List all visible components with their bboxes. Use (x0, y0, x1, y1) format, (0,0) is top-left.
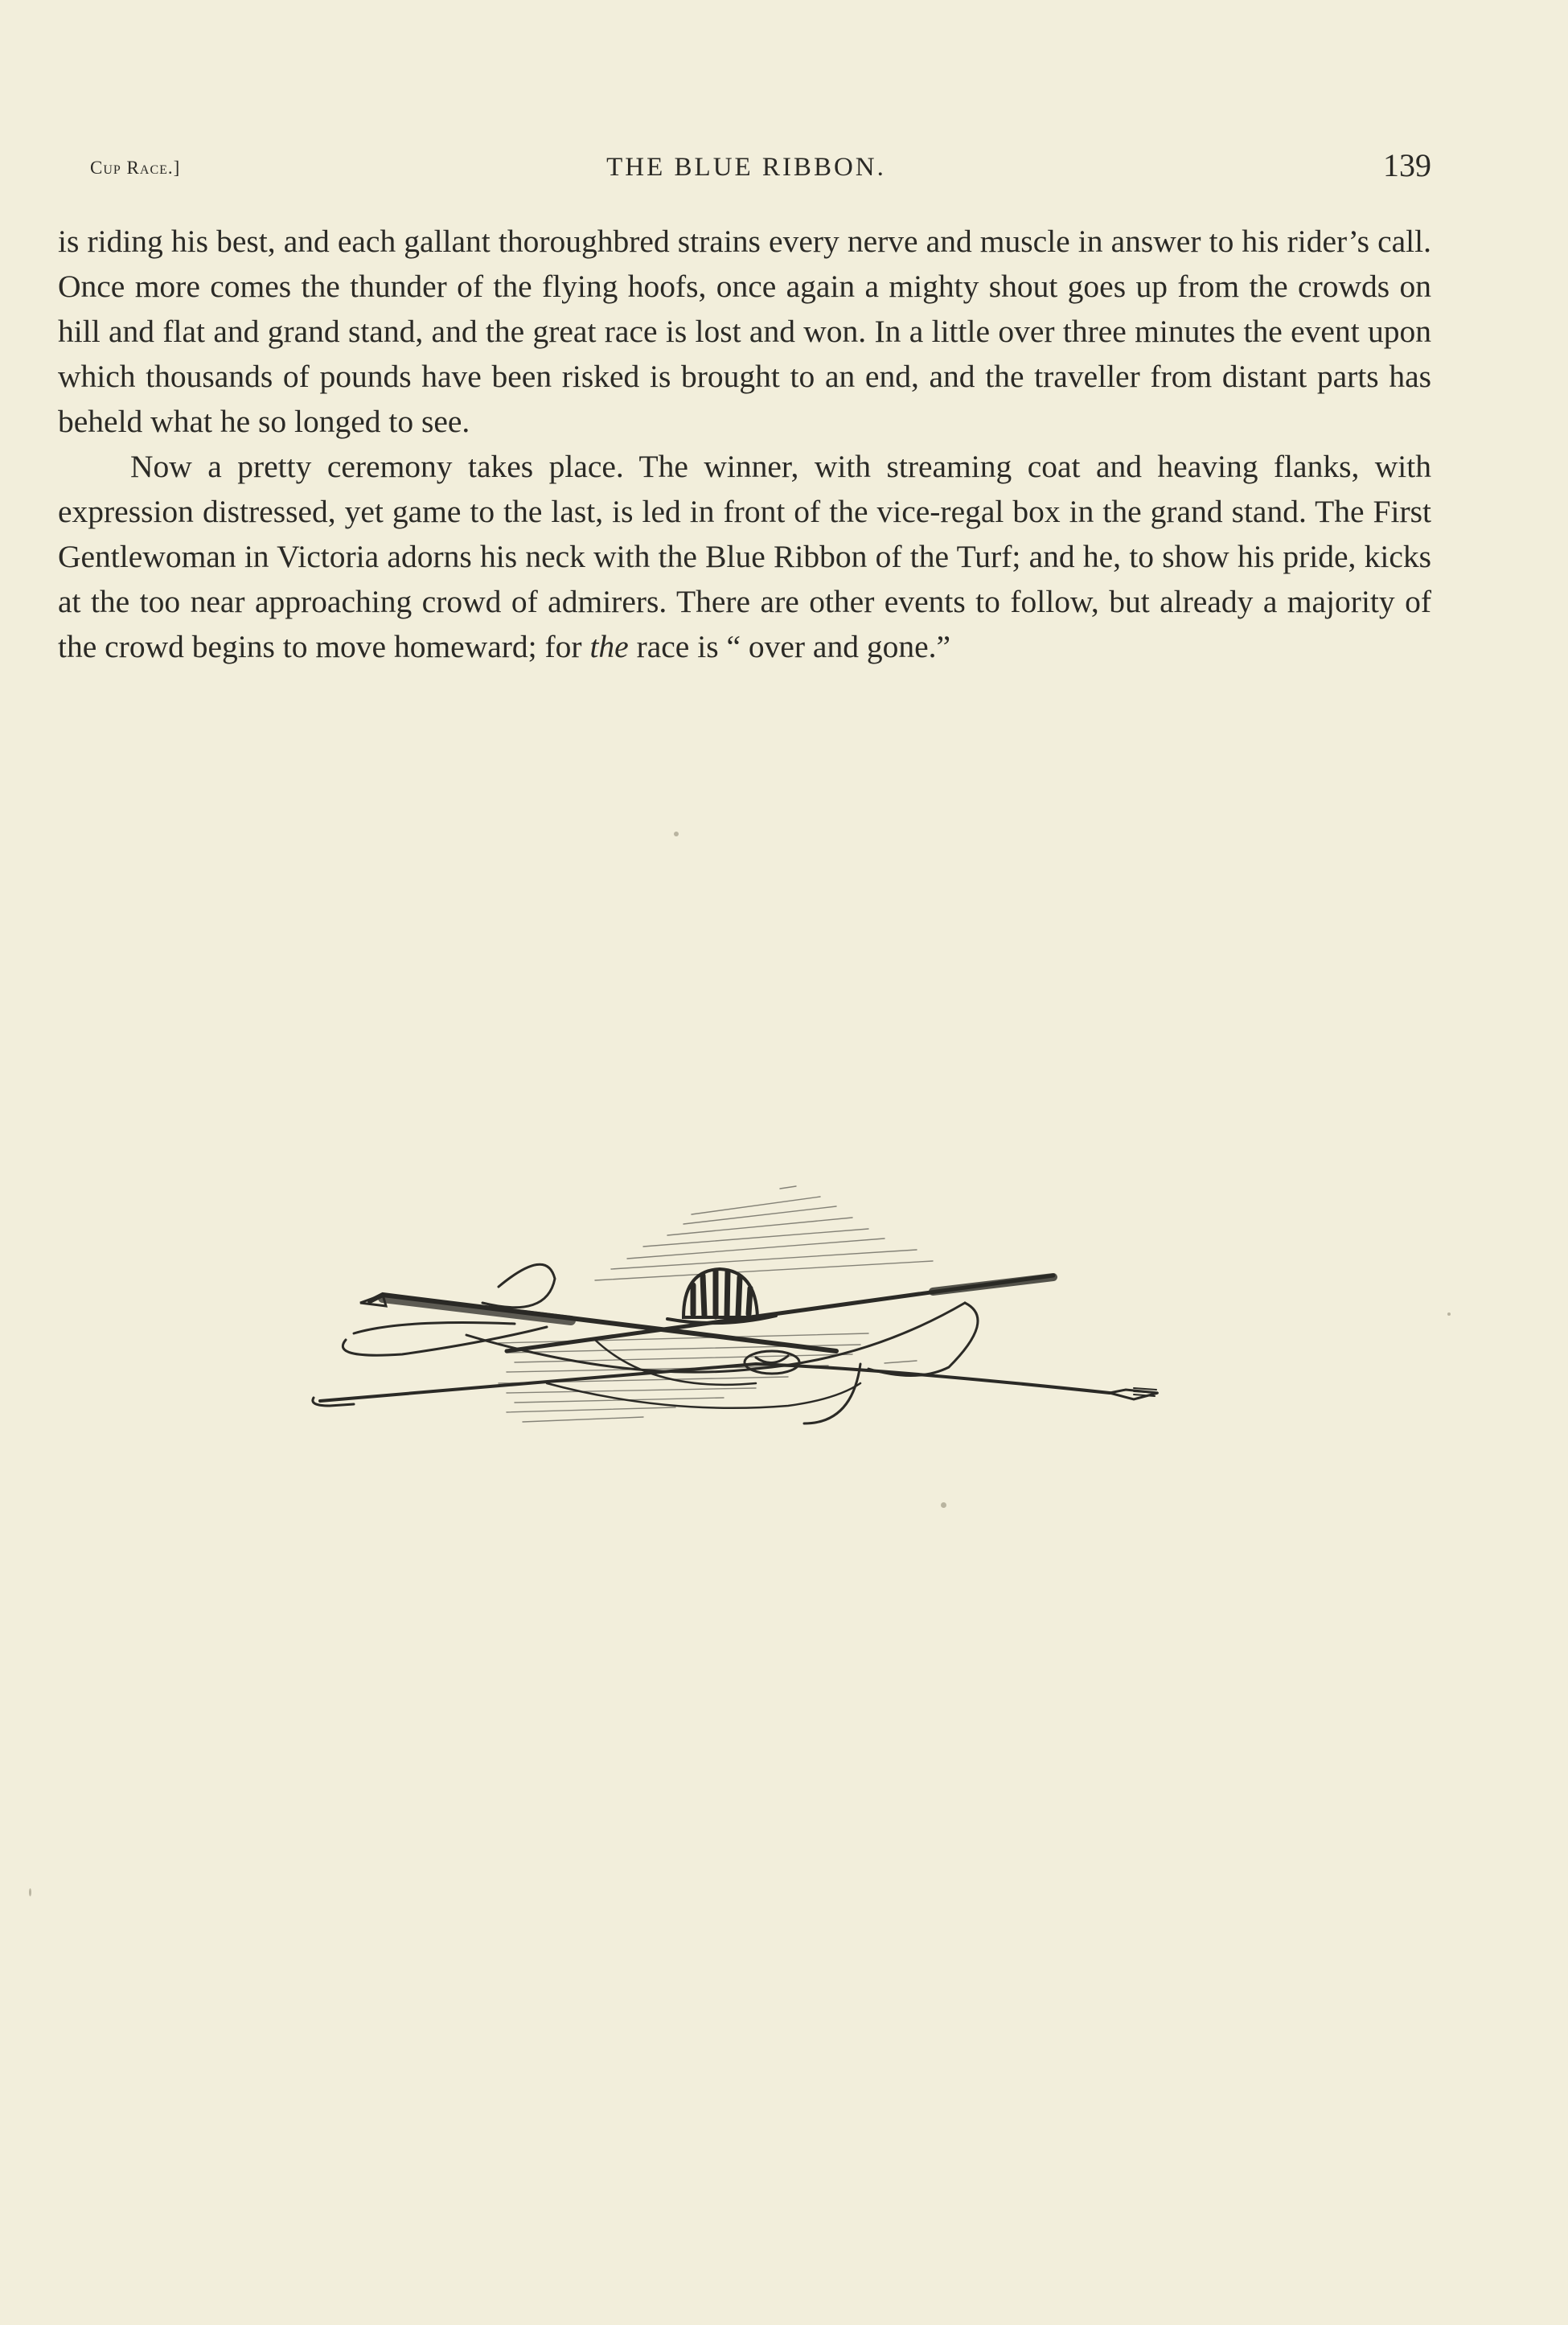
paper-speck (941, 1502, 946, 1508)
paper-speck (1447, 1312, 1451, 1316)
emphasis-text: the (589, 629, 629, 664)
running-head (58, 146, 1435, 187)
paragraph: is riding his best, and each gallant thoroughbred strains every nerve and muscle in answer to his rider’s call. Once more comes the thunder of the flying hoofs, once again a mighty shout goes up from the crowds on hill and flat and grand stand, and the great race is lost and won. In a little over three minutes the event upon which thousands of pounds have been risked is brought to an end, and the traveller from distant parts has beheld what he so longed to see. (58, 224, 1431, 439)
paper-speck (674, 832, 679, 836)
paragraph-text: Now a pretty ceremony takes place. The winner, with streaming coat and heaving flanks, with expression distressed, yet game to the last, is led in front of the vice-regal box in the grand stand. The First Gentlewoman in Victoria adorns his neck with the Blue Ribbon of the Turf; and he, to show his pride, kicks at the too near approaching crowd of admirers. There are other events to follow, but already a majority of the crowd begins to move homeward; for (58, 449, 1431, 664)
section-label: Cup Race.] (90, 158, 181, 178)
paragraph-text: race is “ over and gone.” (628, 629, 951, 664)
paper-speck (29, 1888, 31, 1896)
body-text (58, 219, 1431, 669)
paragraph (58, 444, 1431, 669)
page-title: THE BLUE RIBBON. (606, 153, 886, 182)
page-number: 139 (1383, 147, 1431, 183)
jockey-cap-and-whips-icon (306, 1182, 1198, 1480)
